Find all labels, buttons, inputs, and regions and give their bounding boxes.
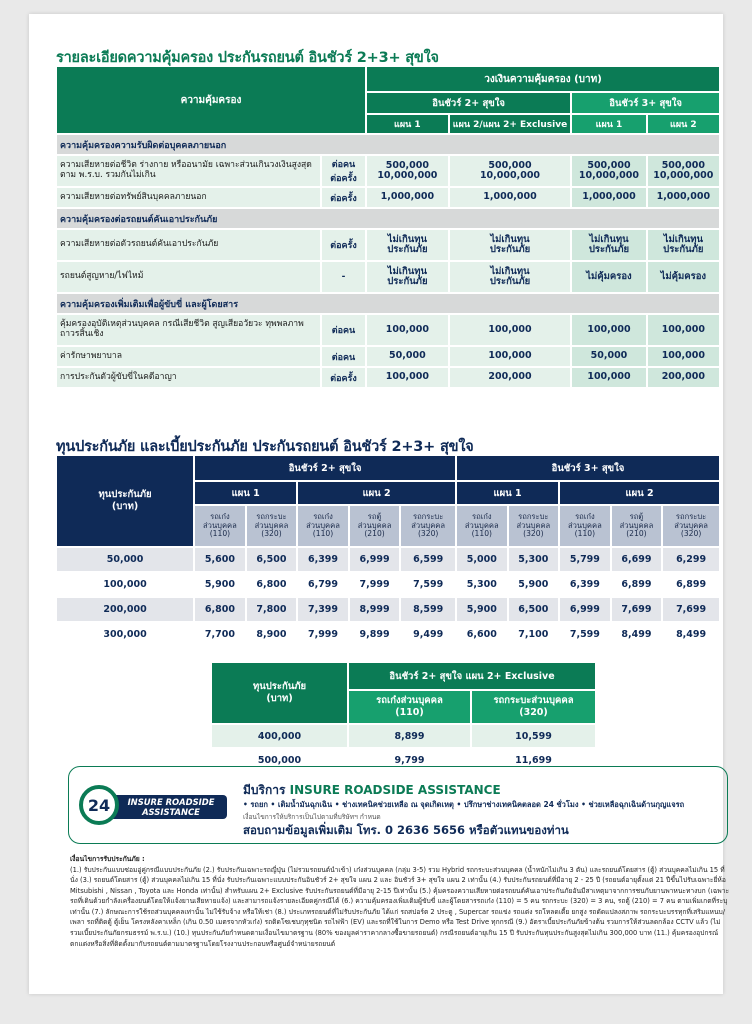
vehicle-type-line: ส่วนบุคคล — [464, 520, 499, 530]
exclusive-row — [211, 724, 596, 748]
coverage-unit — [321, 155, 366, 187]
value-line: 100,000 — [587, 323, 631, 335]
premium-cell: 7,100 — [508, 622, 560, 647]
vehicle-type-line: ส่วนบุคคล — [411, 520, 446, 530]
premium-cell: 5,900 — [194, 572, 246, 597]
coverage-unit — [321, 187, 366, 208]
roadside-title: มีบริการ INSURE ROADSIDE ASSISTANCE — [243, 783, 501, 797]
premium-cell: 8,599 — [400, 597, 456, 622]
value-line: 500,000 — [385, 159, 429, 171]
vehicle-type-line: (320) — [261, 529, 282, 539]
excl-sum-unit: (บาท) — [266, 693, 293, 704]
coverage-value — [366, 155, 449, 187]
premium-row — [56, 572, 720, 597]
coverage-value — [571, 314, 646, 346]
premium-cell: 7,700 — [194, 622, 246, 647]
vehicle-type-line: รถเก๋ง — [313, 511, 333, 521]
premium-cell: 7,699 — [611, 597, 663, 622]
premium-cell: 6,899 — [611, 572, 663, 597]
value-line: 100,000 — [385, 371, 429, 383]
premium-body — [56, 547, 720, 647]
vehicle-type-line: (110) — [312, 529, 334, 539]
value-line: 500,000 — [587, 159, 631, 171]
value-line: 100,000 — [661, 350, 705, 362]
coverage-row — [56, 314, 720, 346]
premium-cell: 6,599 — [400, 547, 456, 572]
vehicle-type-line: ส่วนบุคคล — [568, 520, 602, 530]
excl-sum-cell: 500,000 — [211, 748, 348, 772]
vehicle-type-line: (210) — [626, 529, 647, 539]
value-line: 200,000 — [661, 371, 705, 383]
value-line: 10,000,000 — [377, 170, 438, 181]
premium-title: ทุนประกันภัย และเบี้ยประกันภัย ประกันรถยนต์ อินชัวร์ 2+3+ สุขใจ — [56, 439, 474, 455]
premium-cell: 8,499 — [611, 622, 663, 647]
excl-pickup-code: (320) — [519, 707, 548, 718]
value-line: 1,000,000 — [582, 191, 636, 203]
value-line: 10,000,000 — [578, 170, 640, 181]
plan2plus-header: อินชัวร์ 2+ สุขใจ — [366, 92, 571, 114]
coverage-label: การประกันตัวผู้ขับขี่ในคดีอาญา — [56, 367, 321, 388]
p2-plan1-header: แผน 1 — [194, 481, 297, 505]
premium-cell: 8,999 — [349, 597, 401, 622]
premium-cell: 6,500 — [508, 597, 560, 622]
value-line: 1,000,000 — [656, 191, 711, 203]
coverage-body — [56, 134, 720, 388]
section-title: ความคุ้มครองต่อรถยนต์คันเอาประกันภัย — [56, 208, 720, 229]
coverage-value — [449, 229, 572, 261]
premium-cell: 6,800 — [246, 572, 298, 597]
premium-cell: 5,000 — [456, 547, 508, 572]
vehicle-type-line: รถกระบะ — [518, 511, 549, 521]
coverage-value — [571, 346, 646, 367]
vehicle-type-line: ส่วนบุคคล — [674, 520, 708, 530]
coverage-value — [449, 314, 572, 346]
vehicle-type-line: รถเก๋ง — [210, 511, 230, 521]
vehicle-type-header — [194, 505, 246, 547]
vehicle-type-header — [508, 505, 560, 547]
vehicle-type-header — [662, 505, 720, 547]
excl-car-code: (110) — [395, 707, 424, 718]
vehicle-type-line: รถเก๋ง — [472, 511, 492, 521]
premium-cell: 5,300 — [456, 572, 508, 597]
vehicle-type-line: (210) — [364, 529, 385, 539]
vehicle-type-line: ส่วนบุคคล — [516, 520, 551, 530]
coverage-label: ความเสียหายต่อตัวรถยนต์คันเอาประกันภัย — [56, 229, 321, 261]
coverage-value — [647, 314, 720, 346]
value-line: ประกันภัย — [387, 244, 428, 255]
coverage-row — [56, 346, 720, 367]
value-line: ประกันภัย — [387, 276, 428, 287]
coverage-value — [571, 367, 646, 388]
premium-cell: 9,499 — [400, 622, 456, 647]
premium-row — [56, 547, 720, 572]
coverage-value — [571, 229, 646, 261]
conditions — [70, 854, 730, 949]
coverage-label: ค่ารักษาพยาบาล — [56, 346, 321, 367]
premium-cell: 6,800 — [194, 597, 246, 622]
logo-text-2: ASSISTANCE — [142, 807, 200, 817]
vehicle-type-line: ส่วนบุคคล — [619, 520, 654, 530]
premium-cell: 5,900 — [456, 597, 508, 622]
roadside-note: เงื่อนไขการให้บริการเป็นไปตามที่บริษัทฯ กำหนด — [243, 813, 381, 821]
value-line: 500,000 — [661, 159, 705, 171]
value-line: ประกันภัย — [489, 276, 531, 287]
value-line: 50,000 — [590, 350, 628, 362]
premium-cell: 7,699 — [662, 597, 720, 622]
sum-insured-cell: 50,000 — [56, 547, 194, 572]
premium-cell: 8,900 — [246, 622, 298, 647]
vehicle-type-header — [246, 505, 298, 547]
vehicle-type-header — [559, 505, 611, 547]
value-line: 100,000 — [587, 371, 631, 383]
section-row — [56, 293, 720, 314]
excl-sum-header: ทุนประกันภัย — [252, 680, 307, 692]
coverage-value — [449, 346, 572, 367]
premium-cell: 7,599 — [559, 622, 611, 647]
value-line: 1,000,000 — [380, 191, 435, 203]
value-line: ประกันภัย — [588, 244, 630, 255]
premium-cell: 7,999 — [297, 622, 349, 647]
excl-car-cell: 8,899 — [348, 724, 471, 748]
premium-cell: 8,499 — [662, 622, 720, 647]
roadside-brand: INSURE ROADSIDE ASSISTANCE — [289, 783, 501, 797]
coverage-value — [366, 314, 449, 346]
coverage-value — [449, 367, 572, 388]
coverage-unit — [321, 314, 366, 346]
value-line: ไม่คุ้มครอง — [586, 270, 632, 282]
value-line: ประกันภัย — [489, 244, 531, 255]
coverage-value — [647, 229, 720, 261]
unit-text: ต่อครั้ง — [330, 373, 357, 384]
coverage-unit — [321, 229, 366, 261]
col-plan1-3plus: แผน 1 — [571, 114, 646, 134]
logo-text-1: INSURE ROADSIDE — [127, 797, 215, 807]
value-line: ไม่เกินทุน — [589, 233, 629, 245]
vehicle-type-header — [297, 505, 349, 547]
value-line: 100,000 — [661, 323, 705, 335]
premium-cell: 5,799 — [559, 547, 611, 572]
vehicle-type-header — [456, 505, 508, 547]
premium-cell: 7,800 — [246, 597, 298, 622]
sum-insured-cell: 200,000 — [56, 597, 194, 622]
coverage-value — [571, 155, 646, 187]
p3-plan1-header: แผน 1 — [456, 481, 559, 505]
exclusive-table — [211, 662, 596, 772]
coverage-label: รถยนต์สูญหาย/ไฟไหม้ — [56, 261, 321, 293]
roadside-logo — [79, 783, 229, 829]
vehicle-type-line: (110) — [471, 529, 492, 539]
premium-cell: 5,900 — [508, 572, 560, 597]
value-line: ไม่เกินทุน — [387, 265, 428, 277]
coverage-label: คุ้มครองอุบัติเหตุส่วนบุคคล กรณีเสียชีวิต สูญเสียอวัยวะ ทุพพลภาพถาวรสิ้นเชิง — [56, 314, 321, 346]
col-plan1: แผน 1 — [366, 114, 449, 134]
coverage-value — [366, 346, 449, 367]
coverage-value — [647, 187, 720, 208]
coverage-unit — [321, 367, 366, 388]
premium-row — [56, 597, 720, 622]
vehicle-type-header — [349, 505, 401, 547]
sum-insured-cell: 300,000 — [56, 622, 194, 647]
excl-car-cell: 9,799 — [348, 748, 471, 772]
vehicle-type-line: รถกระบะ — [413, 511, 444, 521]
value-line: 1,000,000 — [483, 191, 537, 203]
vehicle-type-line: (110) — [209, 529, 231, 539]
col-plan2-3plus: แผน 2 — [647, 114, 720, 134]
vehicle-type-line: รถกระบะ — [256, 511, 287, 521]
sum-insured-cell: 100,000 — [56, 572, 194, 597]
value-line: ประกันภัย — [663, 244, 704, 255]
premium-cell: 6,699 — [611, 547, 663, 572]
vehicle-type-line: รถตู้ — [367, 511, 382, 521]
premium-plan3plus-header: อินชัวร์ 3+ สุขใจ — [456, 455, 720, 481]
premium-cell: 5,600 — [194, 547, 246, 572]
col-plan2-exclusive: แผน 2/แผน 2+ Exclusive — [449, 114, 572, 134]
unit-text: ต่อครั้ง — [330, 241, 357, 251]
value-line: 100,000 — [385, 323, 429, 335]
vehicle-type-line: ส่วนบุคคล — [357, 520, 392, 530]
coverage-value — [449, 261, 572, 293]
unit-text: ต่อครั้ง — [330, 174, 357, 184]
vehicle-type-line: (320) — [680, 529, 702, 539]
premium-table — [56, 455, 720, 647]
coverage-value — [366, 367, 449, 388]
value-line: ไม่คุ้มครอง — [660, 270, 707, 282]
sum-insured-unit: (บาท) — [111, 501, 139, 512]
roadside-assistance-box — [68, 766, 728, 844]
sum-insured-header: ทุนประกันภัย — [98, 488, 152, 500]
coverage-unit — [321, 261, 366, 293]
premium-cell: 7,999 — [349, 572, 401, 597]
coverage-value — [647, 346, 720, 367]
vehicle-type-line: ส่วนบุคคล — [306, 520, 340, 530]
vehicle-type-line: (320) — [417, 529, 439, 539]
premium-cell: 6,999 — [559, 597, 611, 622]
coverage-value — [449, 187, 572, 208]
coverage-label: ความเสียหายต่อชีวิต ร่างกาย หรืออนามัย เฉพาะส่วนเกินวงเงินสูงสุดตาม พ.ร.บ. รวมกันไม่เกิน — [56, 155, 321, 187]
section-row — [56, 208, 720, 229]
vehicle-type-line: รถกระบะ — [675, 511, 707, 521]
unit-text: ต่อคน — [331, 160, 356, 170]
coverage-value — [647, 367, 720, 388]
coverage-value — [571, 261, 646, 293]
value-line: ไม่เกินทุน — [490, 233, 530, 245]
premium-cell: 6,999 — [349, 547, 401, 572]
premium-cell: 7,599 — [400, 572, 456, 597]
premium-row — [56, 622, 720, 647]
section-row — [56, 134, 720, 155]
coverage-title: รายละเอียดความคุ้มครอง ประกันรถยนต์ อินชัวร์ 2+3+ สุขใจ — [56, 50, 439, 66]
premium-cell: 6,799 — [297, 572, 349, 597]
value-line: ไม่เกินทุน — [663, 233, 703, 245]
vehicle-type-line: ส่วนบุคคล — [203, 520, 237, 530]
premium-cell: 6,899 — [662, 572, 720, 597]
value-line: ไม่เกินทุน — [387, 233, 428, 245]
excl-plan-header: อินชัวร์ 2+ สุขใจ แผน 2+ Exclusive — [348, 662, 596, 690]
value-line: 200,000 — [488, 371, 532, 383]
value-line: ไม่เกินทุน — [490, 265, 530, 277]
unit-text: ต่อคน — [331, 352, 356, 363]
premium-cell: 9,899 — [349, 622, 401, 647]
coverage-value — [571, 187, 646, 208]
premium-cell: 6,299 — [662, 547, 720, 572]
coverage-value — [449, 155, 572, 187]
coverage-table — [56, 66, 720, 388]
vehicle-type-line: รถเก๋ง — [575, 511, 595, 521]
value-line: 500,000 — [488, 159, 532, 171]
coverage-value — [647, 261, 720, 293]
section-title: ความคุ้มครองเพิ่มเติมเพื่อผู้ขับขี่ และผู้โดยสาร — [56, 293, 720, 314]
p3-plan2-header: แผน 2 — [559, 481, 720, 505]
value-line: 10,000,000 — [479, 170, 541, 181]
premium-cell: 6,399 — [297, 547, 349, 572]
coverage-label: ความเสียหายต่อทรัพย์สินบุคคลภายนอก — [56, 187, 321, 208]
conditions-text: (1.) รับประกันแบบซ่อมอู่คู่กรณีแบบประกันภัย (2.) รับประกันเฉพาะรถญี่ปุ่น (ไม่รวมรถยนต์นำเข้า) เก๋งส่วนบุคคล (กลุ่ม 3-5) รวม Hybrid รถกระบะส่วนบุคคล (น้ำหนักไม่เกิน 3 ตัน) และรถยนต์โดยสาร (ตู้) ส่วนบุคคลไม่เกิน 15 ที่นั่ง (3.) รถยนต์โดยสาร (ตู้) ส่วนบุคคลไม่เกิน 15 ที่นั่ง รับประกันเฉพาะแบบประกันอินชัวร์ 2+ สุขใจ แผน 2 และ อินชัวร์ 3+ สุขใจ แผน 2 เท่านั้น (4.) รับประกันรถยนต์ที่มีอายุ 2 - 25 ปี (รถยนต์อายุตั้งแต่ 21 ปีขึ้นไปรับเฉพาะยี่ห้อ Mitsubishi , Nissan , Toyota และ Honda เท่านั้น) สำหรับแผน 2+ Exclusive รับประกันรถยนต์ที่มีอายุ 2-15 ปีเท่านั้น (5.) คุ้มครองความเสียหายต่อรถยนต์คันเอาประกันภัยอันมีสาเหตุมาจากการชนกับยานพาหนะทางบก (เฉพาะรถที่เดินด้วยกำลังเครื่องยนต์โดยให้แจ้งยานเสียหายแจ้ง) และสามารถแจ้งรายละเอียดคู่กรณีได้ (6.) ความคุ้มครองเพิ่มเติมผู้ขับขี่ และผู้โดยสารรถเก๋ง (110) = 5 คน รถกระบะ (320) = 3 คน, รถตู้ (210) = 7 คน ตามเพิ่มเกตที่ระบุเท่านั้น (7.) ลักษณะการใช้รถส่วนบุคคลเท่านั้น ไม่ใช้รับจ้าง หรือให้เช่า (8.) ประเภทรถยนต์ที่ไม่รับประกันภัย ได้แก่ รถสปอร์ต 2 ประตู , Supercar รถแข่ง รถแต่ง รถโหลดเตี้ย ยกสูง รถดัดแปลงสภาพ รถกระบะบรรทุกที่เสริมแหนบ/เพลา รถที่ติดตู้ ตู้เย็น โครงหลังคาเหล็ก (เกิน 0.50 เมตรจากหัวเก๋ง) รถติดโซเชบกุทุชนิด รถไฟฟ้า (EV) และรถที่ใช้ในการ Demo หรือ Test Drive ทุกกรณี (9.) อัตราเบี้ยประกันภัยข้างต้น รวมการให้ส่วนลดกล้อง CCTV แล้ว (ไม่รวมเบี้ยประกันภัยกรมธรรม์ พ.ร.บ.) (10.) ทุนประกันภัยกำหนดตามเงื่อนไขมาตรฐาน (80% ของมูลค่าราคากลางซื้อขายรถยนต์) กรณีรถยนต์อายุเกิน 15 ปี รับประกันทุนประกันสูงสุดไม่เกิน 300,000 บาท (11.) คุ้มครองอุปกรณ์ตกแต่งหรือสิ่งที่ติดตั้งมากับรถยนต์ตามมาตรฐานโดยโรงงานประกอบหรือศูนย์จำหน่ายรถยนต์ — [70, 865, 730, 948]
coverage-value — [366, 187, 449, 208]
value-line: 50,000 — [389, 350, 426, 362]
unit-text: ต่อครั้ง — [330, 193, 357, 204]
premium-plan2plus-header: อินชัวร์ 2+ สุขใจ — [194, 455, 456, 481]
roadside-services: • รถยก • เติมน้ำมันฉุกเฉิน • ช่างเทคนิคช่วยเหลือ ณ จุดเกิดเหตุ • ปรึกษาช่างเทคนิคตลอด 24 ชั่วโมง • ช่วยเหลือฉุกเฉินด้านกุญแจรถ — [243, 800, 685, 809]
section-title: ความคุ้มครองความรับผิดต่อบุคคลภายนอก — [56, 134, 720, 155]
coverage-row — [56, 367, 720, 388]
excl-sum-cell: 400,000 — [211, 724, 348, 748]
coverage-header: ความคุ้มครอง — [56, 66, 366, 134]
p2-plan2-header: แผน 2 — [297, 481, 456, 505]
conditions-heading: เงื่อนไขการรับประกันภัย : — [70, 855, 145, 863]
excl-pickup-cell: 10,599 — [471, 724, 596, 748]
roadside-contact: สอบถามข้อมูลเพิ่มเติม โทร. 0 2636 5656 หรือตัวแทนของท่าน — [243, 823, 569, 837]
vehicle-type-header — [400, 505, 456, 547]
logo-24: 24 — [87, 796, 111, 815]
excl-pickup-header: รถกระบะส่วนบุคคล — [493, 694, 574, 706]
excl-car-header: รถเก๋งส่วนบุคคล — [376, 694, 443, 706]
vehicle-type-header — [611, 505, 663, 547]
excl-pickup-cell: 11,699 — [471, 748, 596, 772]
plan3plus-header: อินชัวร์ 3+ สุขใจ — [571, 92, 720, 114]
vehicle-type-line: รถตู้ — [629, 511, 644, 521]
premium-cell: 7,399 — [297, 597, 349, 622]
document-page — [29, 14, 730, 994]
coverage-row — [56, 187, 720, 208]
coverage-row — [56, 261, 720, 293]
coverage-value — [647, 155, 720, 187]
coverage-value — [366, 229, 449, 261]
premium-cell: 6,399 — [559, 572, 611, 597]
unit-text: ต่อคน — [331, 326, 356, 336]
premium-cell: 6,600 — [456, 622, 508, 647]
vehicle-type-line: ส่วนบุคคล — [254, 520, 289, 530]
coverage-row — [56, 155, 720, 187]
value-line: 100,000 — [488, 323, 532, 335]
premium-cell: 5,300 — [508, 547, 560, 572]
coverage-row — [56, 229, 720, 261]
value-line: 100,000 — [488, 350, 532, 362]
vehicle-type-line: (110) — [574, 529, 596, 539]
vehicle-type-line: (320) — [523, 529, 544, 539]
unit-text: - — [341, 272, 346, 282]
premium-cell: 6,500 — [246, 547, 298, 572]
coverage-unit — [321, 346, 366, 367]
exclusive-body — [211, 724, 596, 772]
coverage-limit-header: วงเงินความคุ้มครอง (บาท) — [366, 66, 720, 92]
coverage-value — [366, 261, 449, 293]
value-line: 10,000,000 — [653, 170, 714, 181]
